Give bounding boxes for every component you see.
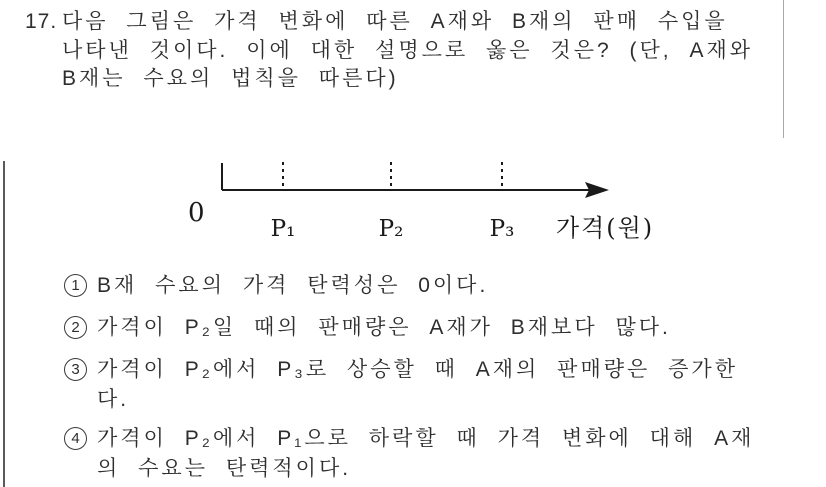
question-line: B재는 수요의 법칙을 따른다) [62, 67, 399, 90]
choice-number-badge: 4 [64, 427, 87, 450]
question-block [25, 8, 753, 94]
choice-line: 의 수요는 탄력적이다. [97, 457, 352, 480]
choice-line: 가격이 P₂에서 P₃로 상승할 때 A재의 판매량은 증가한 [97, 358, 738, 381]
question-line: 다음 그림은 가격 변화에 따른 A재와 B재의 판매 수입을 [62, 10, 728, 33]
question-number: 17. [25, 10, 58, 33]
column-divider-left [3, 161, 5, 487]
choice-number-badge: 1 [64, 274, 87, 297]
p2-label: P₂ [378, 216, 404, 242]
choice-line: 다. [97, 388, 130, 411]
choice-line: 가격이 P₂일 때의 판매량은 A재가 B재보다 많다. [97, 316, 671, 339]
origin-label: 0 [188, 198, 205, 228]
choice-number-badge: 3 [64, 358, 87, 381]
column-divider-right [783, 0, 784, 138]
choice-item-3 [64, 355, 738, 415]
axis-unit-label: 가격(원) [555, 214, 655, 242]
choice-text [97, 355, 738, 415]
choice-text [97, 271, 488, 301]
question-text [62, 8, 753, 94]
choice-item-2 [64, 313, 671, 343]
choice-item-1 [64, 271, 488, 301]
choice-line: 가격이 P₂에서 P₁으로 하락할 때 가격 변화에 대해 A재 [97, 427, 755, 450]
choice-text [97, 424, 754, 484]
p1-label: P₁ [270, 216, 296, 242]
question-line: 나타낸 것이다. 이에 대한 설명으로 옳은 것은? (단, A재와 [62, 38, 754, 62]
choice-line: B재 수요의 가격 탄력성은 0이다. [97, 274, 489, 297]
choice-number-badge: 2 [64, 316, 87, 339]
choice-item-4 [64, 424, 754, 484]
choice-text [97, 313, 671, 343]
price-axis-diagram [180, 148, 680, 248]
p3-label: P₃ [489, 216, 515, 242]
